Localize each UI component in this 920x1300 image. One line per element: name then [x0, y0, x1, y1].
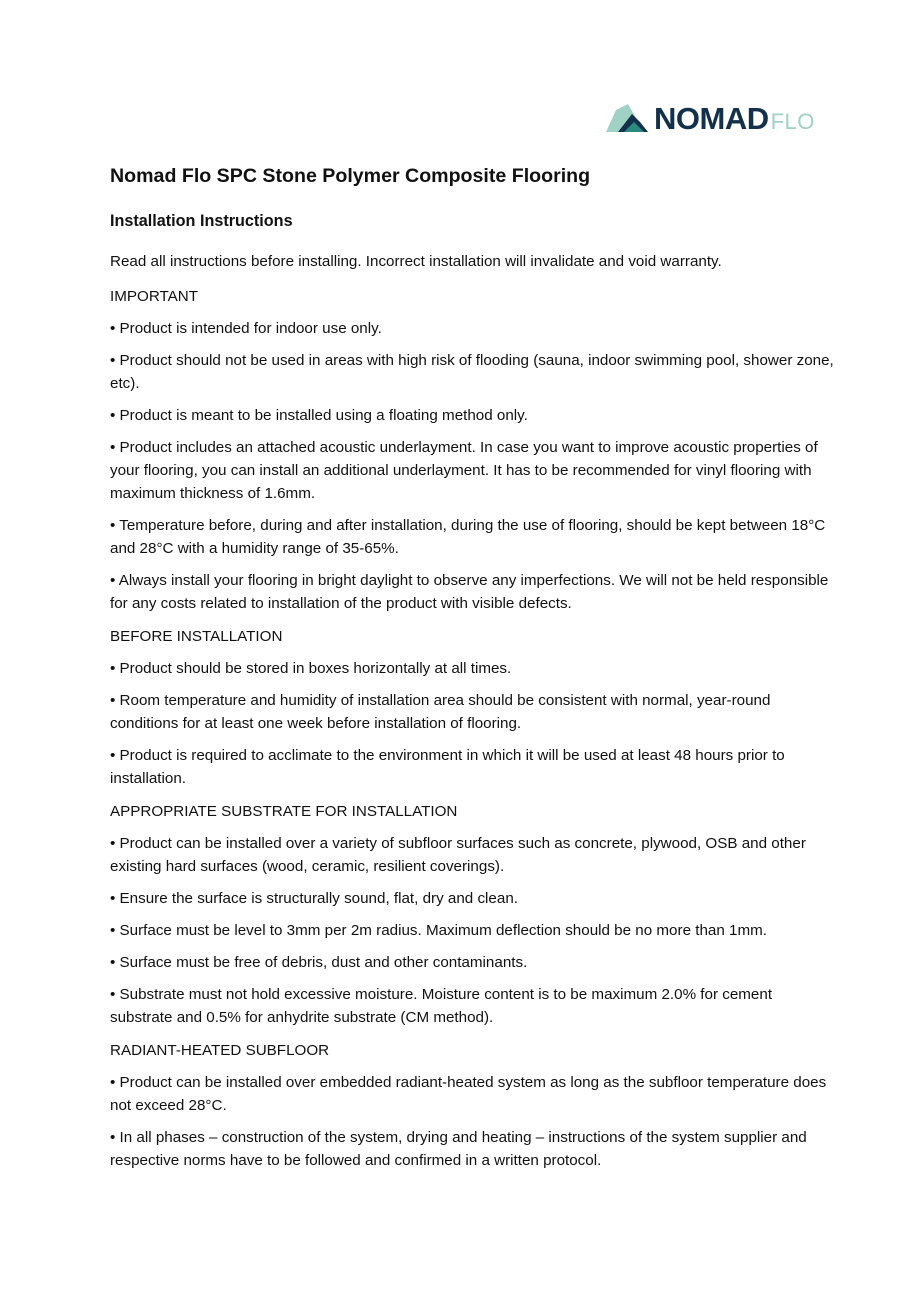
- list-item: • Always install your flooring in bright daylight to observe any imperfections. We will not be held responsible for any costs related to installation of the product with visible defects.: [110, 572, 829, 612]
- list-item: • Product is required to acclimate to the environment in which it will be used at least 48 hours prior to installation.: [110, 747, 785, 787]
- mountain-logo-icon: [606, 104, 650, 134]
- section-heading-important: IMPORTANT: [110, 288, 199, 305]
- list-item: • Product is meant to be installed using a floating method only.: [110, 407, 528, 424]
- list-item: • Product can be installed over a variety of subfloor surfaces such as concrete, plywood, OSB and other existing hard surfaces (wood, ceramic, resilient coverings).: [110, 835, 806, 875]
- list-item: • Surface must be free of debris, dust and other contaminants.: [110, 954, 528, 971]
- list-item: • Product is intended for indoor use only.: [110, 320, 382, 337]
- list-item: • Product should be stored in boxes horizontally at all times.: [110, 660, 512, 677]
- list-item: • Surface must be level to 3mm per 2m radius. Maximum deflection should be no more than 1mm.: [110, 922, 767, 939]
- list-item: • Substrate must not hold excessive moisture. Moisture content is to be maximum 2.0% for cement substrate and 0.5% for anhydrite substrate (CM method).: [110, 986, 773, 1026]
- intro-paragraph: Read all instructions before installing. Incorrect installation will invalidate and void warranty.: [110, 253, 722, 270]
- list-item: • Product should not be used in areas with high risk of flooding (sauna, indoor swimming pool, shower zone, etc).: [110, 352, 834, 392]
- list-item: • Product includes an attached acoustic underlayment. In case you want to improve acoustic properties of your flooring, you can install an additional underlayment. It has to be recommended for vinyl flooring with maximum thickness of 1.6mm.: [110, 439, 818, 502]
- list-item: • Ensure the surface is structurally sound, flat, dry and clean.: [110, 890, 518, 907]
- nomad-flo-logo: [606, 100, 828, 138]
- list-item: • Room temperature and humidity of installation area should be consistent with normal, year-round conditions for at least one week before installation of flooring.: [110, 692, 771, 732]
- document-title: Nomad Flo SPC Stone Polymer Composite Flooring: [110, 165, 591, 187]
- section-heading-radiant-heated: RADIANT-HEATED SUBFLOOR: [110, 1042, 330, 1059]
- logo-text-main: NOMAD: [654, 101, 769, 136]
- section-heading-before-installation: BEFORE INSTALLATION: [110, 628, 283, 645]
- document-subtitle: Installation Instructions: [110, 212, 293, 230]
- list-item: • Temperature before, during and after installation, during the use of flooring, should be kept between 18°C and 28°C with a humidity range of 35-65%.: [110, 517, 826, 557]
- list-item: • In all phases – construction of the system, drying and heating – instructions of the system supplier and respective norms have to be followed and confirmed in a written protocol.: [110, 1129, 807, 1169]
- document-body: [110, 160, 835, 1181]
- list-item: • Product can be installed over embedded radiant-heated system as long as the subfloor temperature does not exceed 28°C.: [110, 1074, 827, 1114]
- section-heading-substrate: APPROPRIATE SUBSTRATE FOR INSTALLATION: [110, 803, 458, 820]
- logo-text-sub: FLO: [770, 109, 815, 134]
